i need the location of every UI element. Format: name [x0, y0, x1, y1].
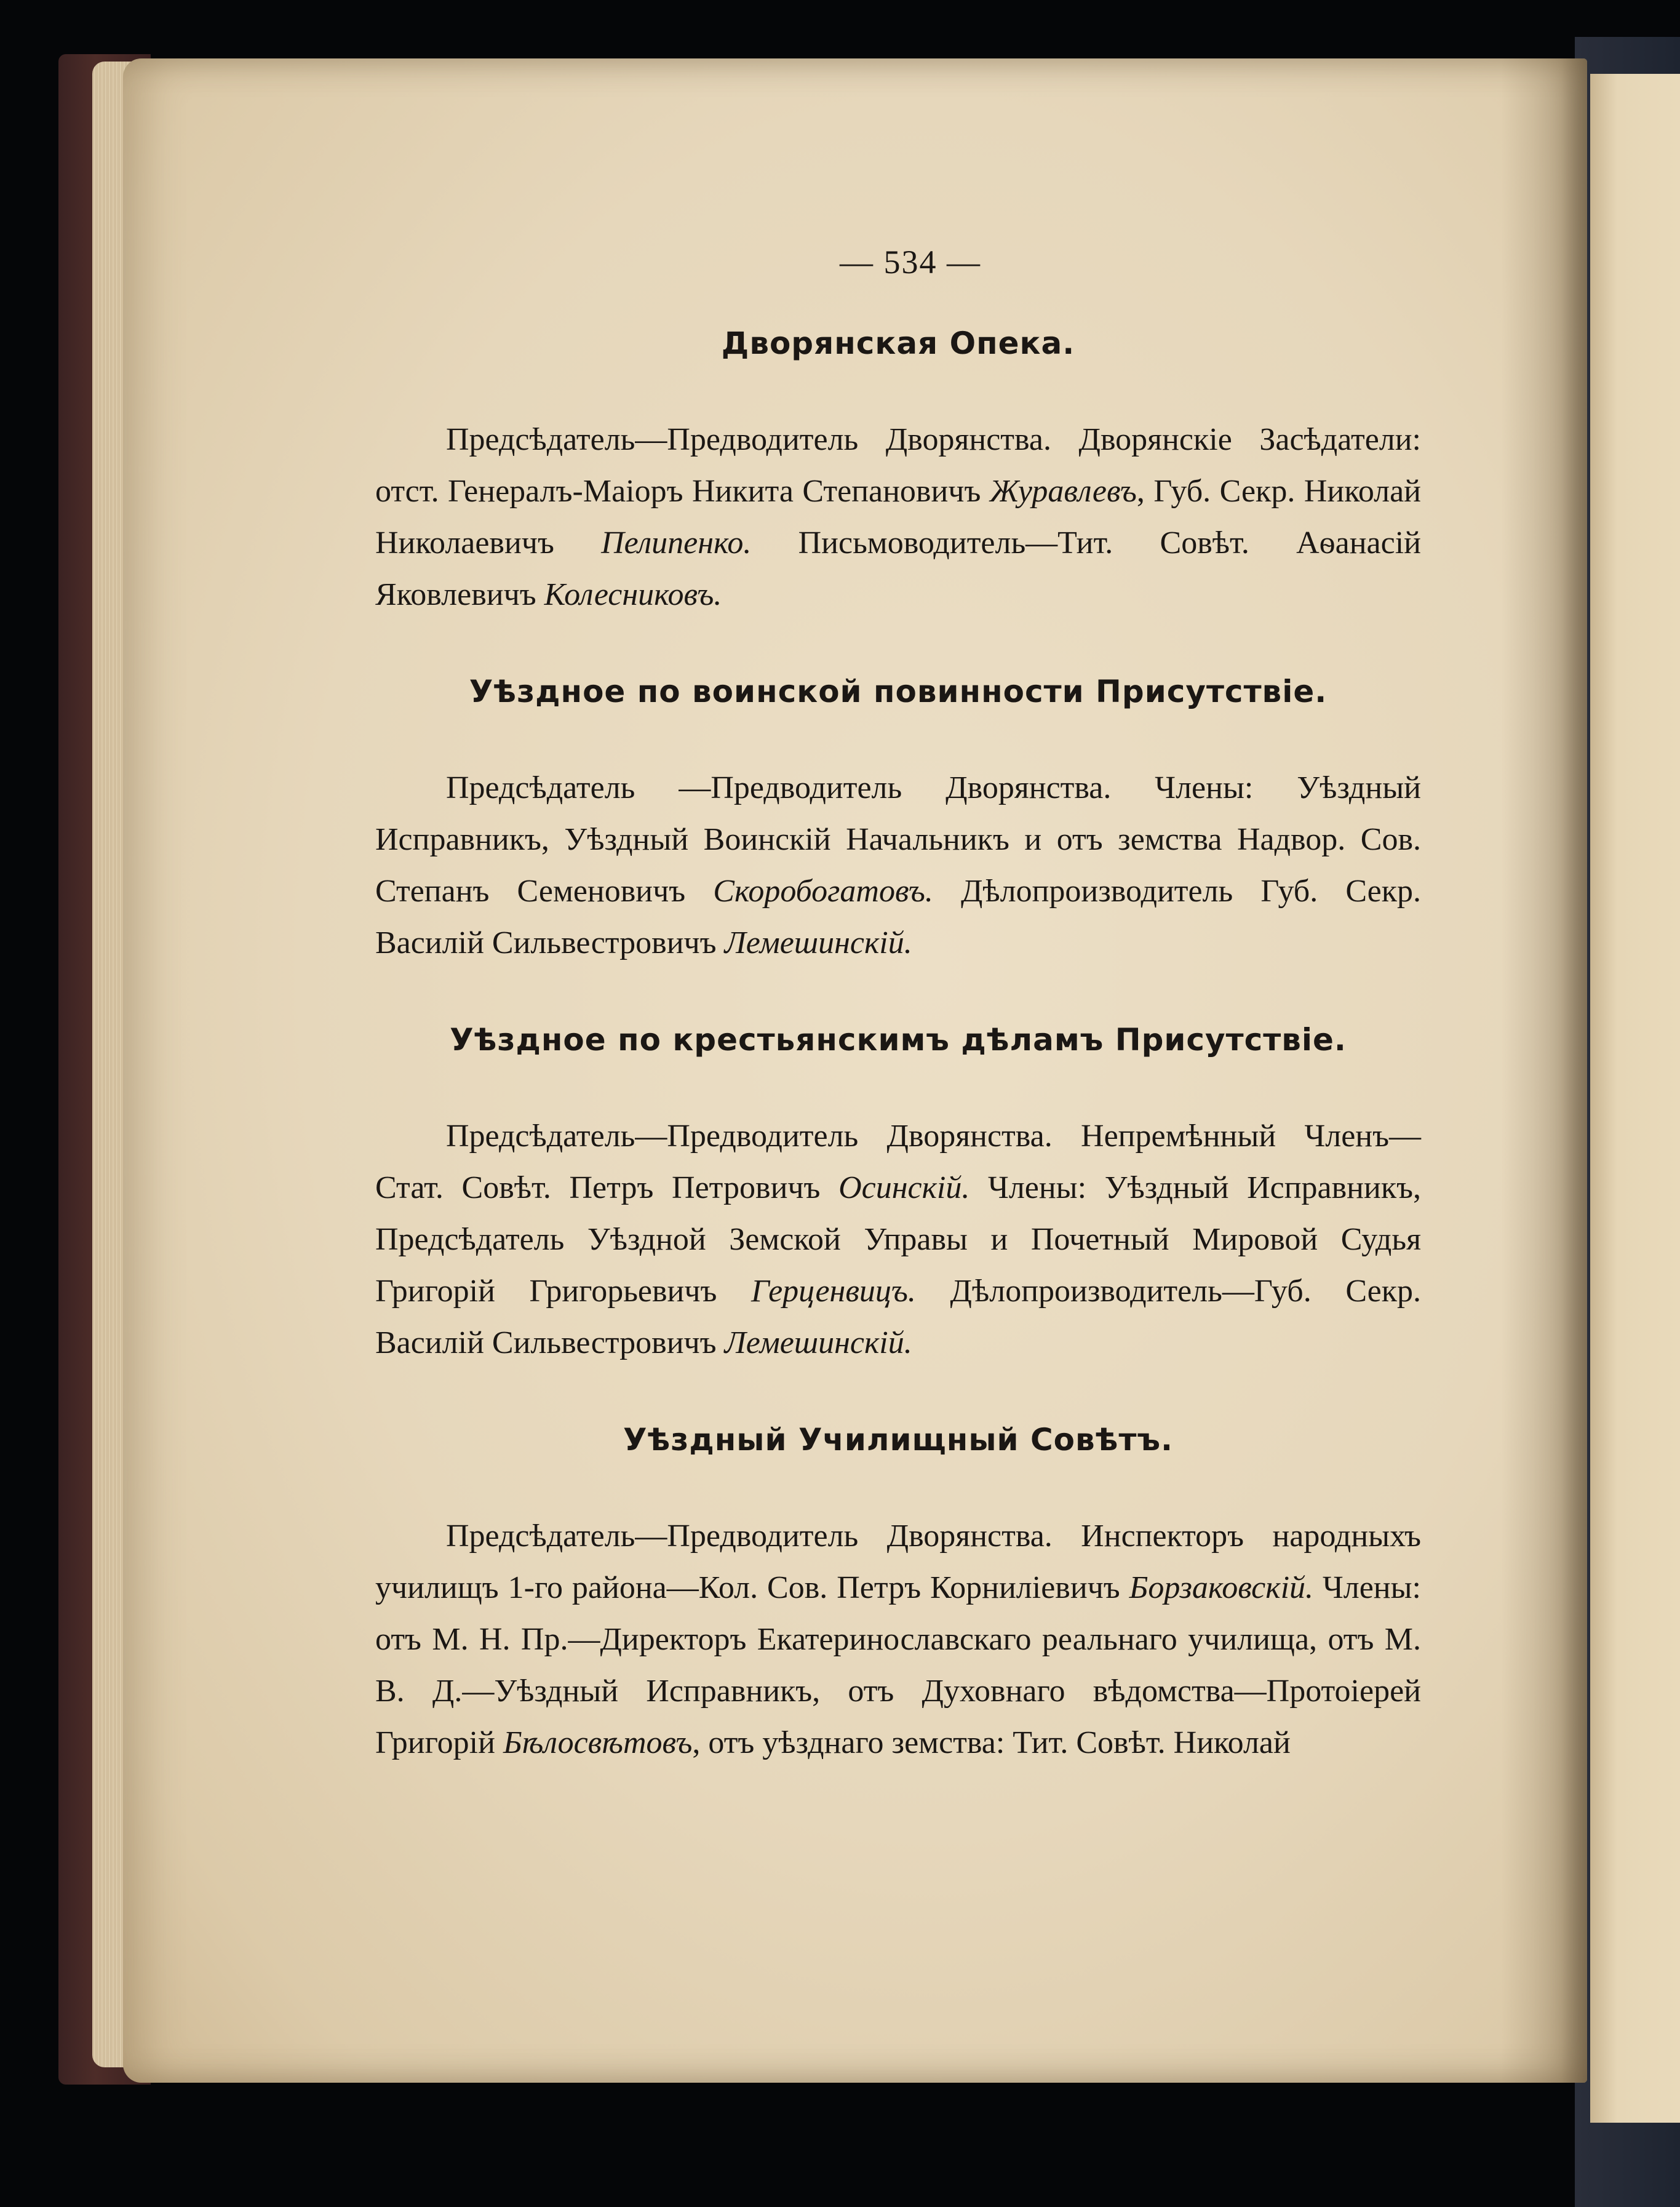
person-name: Пелипенко. [601, 525, 752, 561]
paragraph-noble-guardianship [375, 414, 1421, 621]
paragraph-text: Письмоводитель—Тит. Совѣт. Аѳанасій Яковлевичъ [375, 525, 1421, 612]
person-name: Герценвицъ. [751, 1274, 916, 1309]
paragraph-peasant-affairs [375, 1111, 1421, 1369]
paragraph-text: Предсѣдатель —Предводитель Дворянства. Члены: Уѣздный Исправникъ, Уѣздный Воинскій Начальникъ и отъ земства Надвор. Сов. Степанъ Семеновичъ [375, 770, 1421, 909]
paragraph-text: Предсѣдатель—Предводитель Дворянства. Инспекторъ народныхъ училищъ 1-го района—Кол. Сов. Петръ Корниліевичъ [375, 1519, 1421, 1605]
page-number: — 534 — [840, 244, 981, 281]
person-name: Лемешинскій. [724, 1325, 912, 1360]
section-heading-school-council: Уѣздный Училищный Совѣтъ. [623, 1422, 1174, 1458]
person-name: Лемешинскій. [724, 925, 912, 960]
paragraph-school-council [375, 1511, 1421, 1769]
page-text [375, 243, 1421, 1822]
person-name: Скоробогатовъ. [713, 874, 933, 909]
person-name: Бѣлосвѣтовъ [503, 1725, 693, 1760]
section-heading-noble-guardianship: Дворянская Опека. [721, 325, 1075, 361]
paragraph-text: Предсѣдатель—Предводитель Дворянства. Непремѣнный Членъ—Стат. Совѣт. Петръ Петровичъ [375, 1119, 1421, 1205]
paragraph-text: , отъ уѣзднаго земства: Тит. Совѣт. Николай [692, 1725, 1291, 1760]
paragraph-text: Предсѣдатель—Предводитель Дворянства. Дворянскіе Засѣдатели: отст. Генералъ-Маіоръ Никита Степановичъ [375, 422, 1421, 509]
person-name: Журавлевъ [989, 474, 1137, 509]
paragraph-military-service [375, 762, 1421, 969]
person-name: Колесниковъ. [544, 577, 722, 612]
paragraph-text: Дѣлопроизводитель—Губ. Секр. Василій Сильвестровичъ [375, 1274, 1421, 1360]
section-heading-peasant-affairs: Уѣздное по крестьянскимъ дѣламъ Присутствіе. [450, 1022, 1347, 1058]
facing-page-edge [1590, 74, 1680, 2123]
paragraph-text: Члены: отъ М. Н. Пр.—Директоръ Екатеринославскаго реальнаго училища, отъ М. В. Д.—Уѣздный Исправникъ, отъ Духовнаго вѣдомства—Протоіерей Григорій [375, 1570, 1421, 1760]
paragraph-text: , Губ. Секр. Николай Николаевичъ [375, 474, 1421, 561]
paragraph-text: Члены: Уѣздный Исправникъ, Предсѣдатель Уѣздной Земской Управы и Почетный Мировой Судья Григорій Григорьевичъ [375, 1170, 1421, 1309]
person-name: Осинскій. [838, 1170, 970, 1205]
gutter-shadow [1501, 58, 1587, 2083]
paragraph-text: Дѣлопроизводитель Губ. Секр. Василій Сильвестровичъ [375, 874, 1421, 960]
section-heading-military-service: Уѣздное по воинской повинности Присутствіе. [469, 674, 1328, 709]
person-name: Борзаковскій. [1129, 1570, 1314, 1605]
